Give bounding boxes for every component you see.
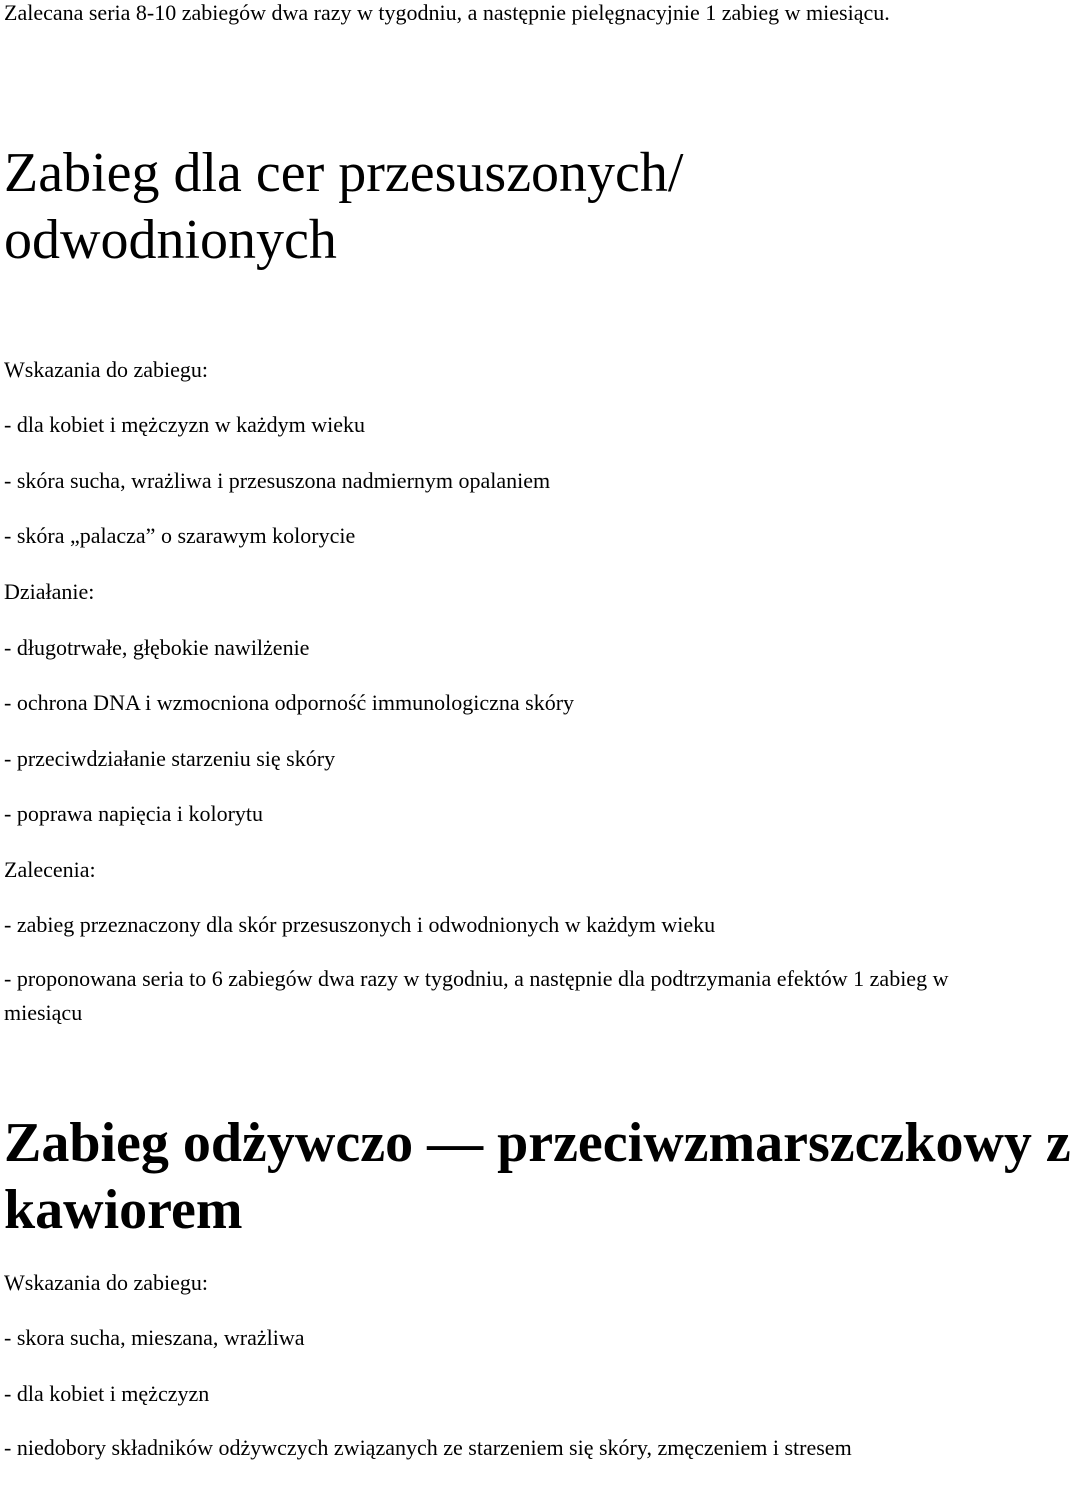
section1-indication-item: - skóra „palacza” o szarawym kolorycie — [4, 523, 356, 548]
section2-indications-label: Wskazania do zabiegu: — [4, 1270, 209, 1295]
section1-recommendation-item: - zabieg przeznaczony dla skór przesuszonych i odwodnionych w każdym wieku — [4, 912, 716, 937]
section1-recommendation-item: - proponowana seria to 6 zabiegów dwa razy w tygodniu, a następnie dla podtrzymania efektów 1 zabieg w miesiącu — [4, 966, 949, 1025]
section1-indication-item: - dla kobiet i mężczyzn w każdym wieku — [4, 412, 366, 437]
section1-indications-label: Wskazania do zabiegu: — [4, 357, 209, 382]
section1-recommendations-label: Zalecenia: — [4, 857, 96, 882]
section1-indication-item: - skóra sucha, wrażliwa i przesuszona nadmiernym opalaniem — [4, 468, 551, 493]
section1-action-item: - przeciwdziałanie starzeniu się skóry — [4, 746, 336, 771]
section2-indication-item: - niedobory składników odżywczych związanych ze starzeniem się skóry, zmęczeniem i stresem — [4, 1435, 852, 1460]
section1-action-item: - poprawa napięcia i kolorytu — [4, 801, 264, 826]
section1-action-item: - długotrwałe, głębokie nawilżenie — [4, 635, 310, 660]
section2-title-line1: Zabieg odżywczo — przeciwzmarszczkowy z — [4, 1112, 1071, 1174]
section2-indication-item: - skora sucha, mieszana, wrażliwa — [4, 1325, 305, 1350]
intro-paragraph: Zalecana seria 8-10 zabiegów dwa razy w tygodniu, a następnie pielęgnacyjnie 1 zabieg w miesiącu. — [4, 0, 890, 25]
section1-title-line1: Zabieg dla cer przesuszonych/ — [4, 142, 684, 204]
section1-action-item: - ochrona DNA i wzmocniona odporność immunologiczna skóry — [4, 690, 575, 715]
section1-action-label: Działanie: — [4, 579, 95, 604]
section2-indication-item: - dla kobiet i mężczyzn — [4, 1381, 210, 1406]
section1-title-line2: odwodnionych — [4, 209, 337, 271]
section2-title-line2: kawiorem — [4, 1179, 243, 1241]
